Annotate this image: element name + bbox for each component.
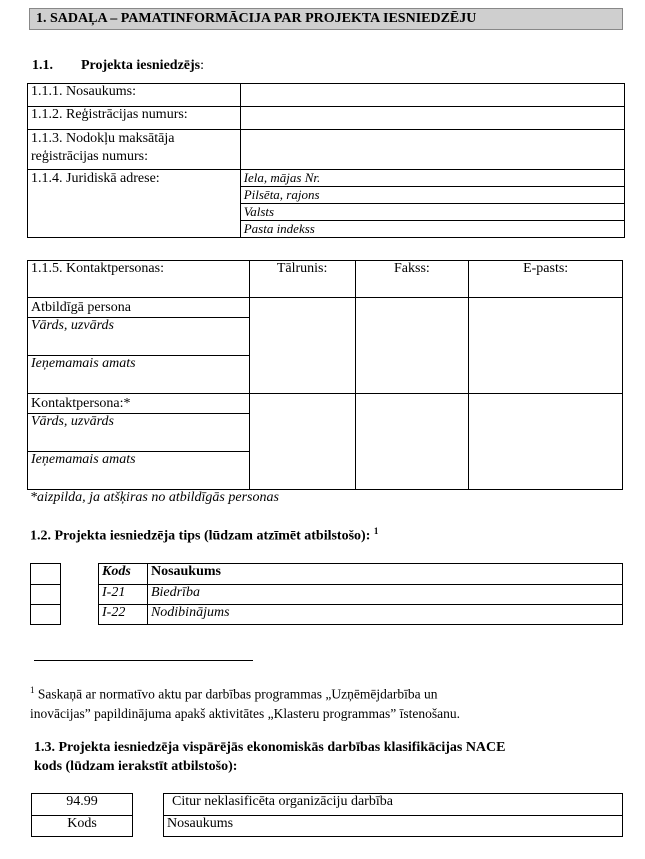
section-1-2-heading: 1.2. Projekta iesniedzēja tips (lūdzam atzīmēt atbilstošo): $^1$ xyxy=(30,526,379,544)
contact-note: *aizpilda, ja atšķiras no atbildīgās personas xyxy=(30,490,279,505)
applicant-type-table xyxy=(98,563,623,625)
type-code-i22: I-22 xyxy=(99,605,148,625)
tax-number-input[interactable] xyxy=(240,130,624,170)
applicant-table xyxy=(27,83,625,238)
country-field[interactable]: Valsts xyxy=(240,204,624,221)
responsible-fax-input[interactable] xyxy=(355,298,469,394)
type-name-biedriba: Biedrība xyxy=(147,585,622,605)
nace-code-label: Kods xyxy=(32,816,133,837)
type-checkbox-i21[interactable] xyxy=(30,584,61,605)
col-code-header: Kods xyxy=(99,564,148,585)
section-1-1-title: Projekta iesniedzējs xyxy=(81,58,201,73)
street-field[interactable]: Iela, mājas Nr. xyxy=(240,170,624,187)
contact-fax-input[interactable] xyxy=(355,394,469,490)
name-input[interactable] xyxy=(240,84,624,107)
reg-number-label: 1.1.2. Reģistrācijas numurs: xyxy=(28,107,241,130)
name-label: 1.1.1. Nosaukums: xyxy=(28,84,241,107)
contact-name-field[interactable]: Vārds, uzvārds xyxy=(28,414,250,452)
nace-name-table xyxy=(163,793,623,837)
nace-name-value[interactable]: Citur neklasificēta organizāciju darbība xyxy=(164,794,623,816)
responsible-person-label: Atbildīgā persona xyxy=(28,298,250,318)
phone-header: Tālrunis: xyxy=(249,261,355,298)
type-checkbox-header xyxy=(30,563,61,585)
col-name-header: Nosaukums xyxy=(147,564,622,585)
type-name-nodibinajums: Nodibinājums xyxy=(147,605,622,625)
footnote-mark: 1 xyxy=(30,685,35,695)
footnote: $^1$ Saskaņā ar normatīvo aktu par darbības programmas „Uzņēmējdarbība un inovācijas” papildinājuma apakš aktivitātes „Klasteru programmas” īstenošanu. xyxy=(30,685,460,721)
contact-email-input[interactable] xyxy=(469,394,623,490)
responsible-phone-input[interactable] xyxy=(249,298,355,394)
contact-phone-input[interactable] xyxy=(249,394,355,490)
responsible-email-input[interactable] xyxy=(469,298,623,394)
type-code-i21: I-21 xyxy=(99,585,148,605)
fax-header: Fakss: xyxy=(355,261,469,298)
section-header: 1. SADAĻA – PAMATINFORMĀCIJA PAR PROJEKTA IESNIEDZĒJU xyxy=(29,8,623,30)
responsible-name-field[interactable]: Vārds, uzvārds xyxy=(28,318,250,356)
address-label: 1.1.4. Juridiskā adrese: xyxy=(28,170,241,238)
nace-code-table xyxy=(31,793,133,837)
contact-position-field[interactable]: Ieņemamais amats xyxy=(28,452,250,490)
city-field[interactable]: Pilsēta, rajons xyxy=(240,187,624,204)
reg-number-input[interactable] xyxy=(240,107,624,130)
responsible-position-field[interactable]: Ieņemamais amats xyxy=(28,356,250,394)
contacts-header: 1.1.5. Kontaktpersonas: xyxy=(28,261,250,298)
footnote-ref: 1 xyxy=(373,526,379,536)
contacts-table xyxy=(27,260,623,490)
nace-name-label: Nosaukums xyxy=(164,816,623,837)
contact-person-label: Kontaktpersona:* xyxy=(28,394,250,414)
section-1-1-heading: 1.1. Projekta iesniedzējs: xyxy=(32,58,204,73)
section-1-1-number: 1.1. xyxy=(32,58,53,73)
type-checkbox-i22[interactable] xyxy=(30,604,61,625)
email-header: E-pasts: xyxy=(469,261,623,298)
postal-code-field[interactable]: Pasta indekss xyxy=(240,221,624,238)
footnote-divider xyxy=(34,660,253,661)
section-1-3-heading: 1.3. Projekta iesniedzēja vispārējās ekonomiskās darbības klasifikācijas NACE kods (lūdzam ierakstīt atbilstošo): xyxy=(34,740,506,774)
nace-code-value[interactable]: 94.99 xyxy=(32,794,133,816)
tax-number-label: 1.1.3. Nodokļu maksātāja reģistrācijas numurs: xyxy=(28,130,241,170)
